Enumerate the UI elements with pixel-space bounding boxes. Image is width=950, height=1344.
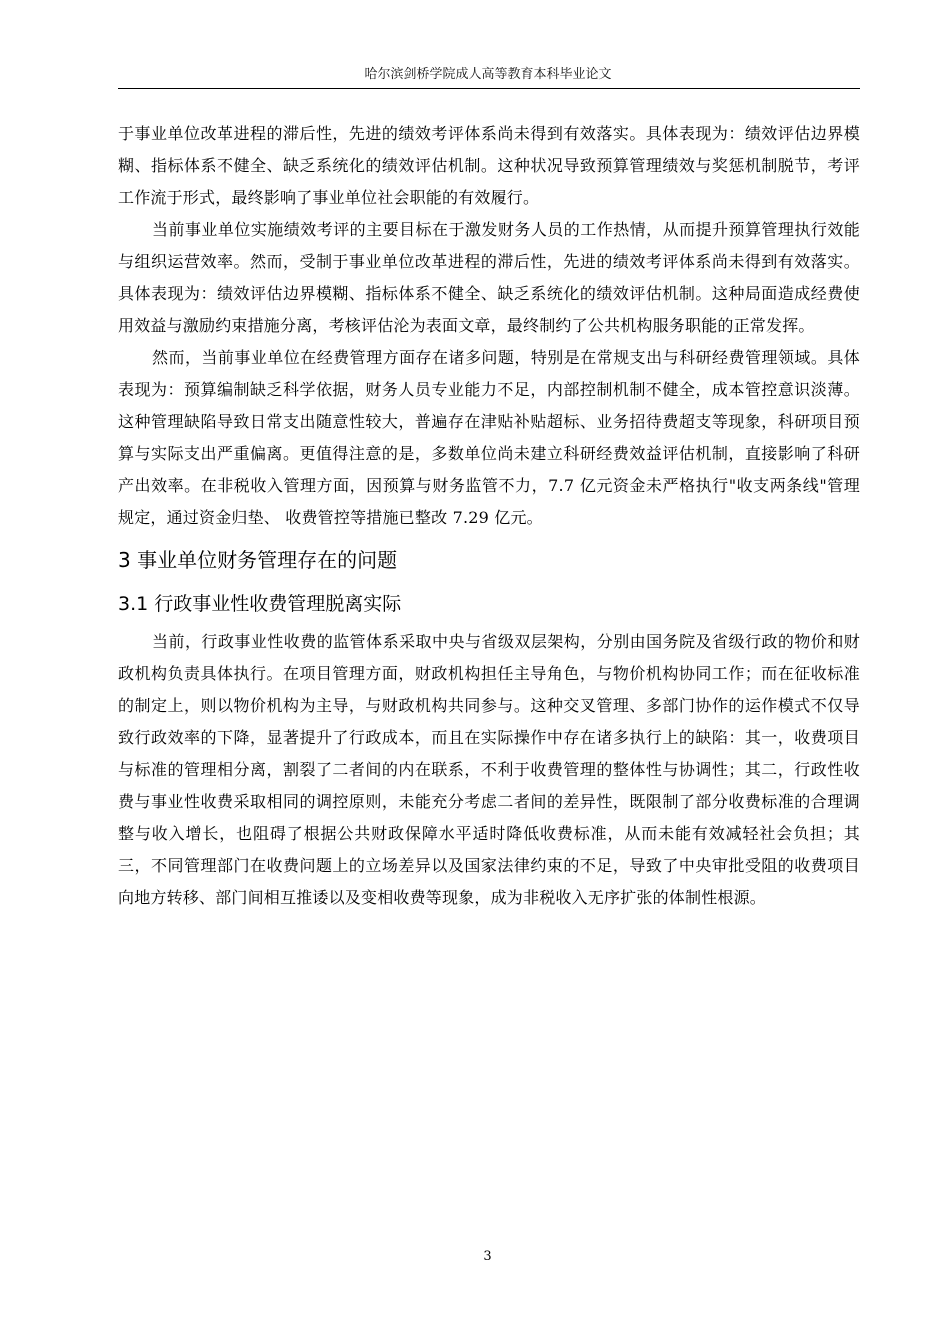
page-body — [118, 118, 860, 914]
page-number: 3 — [483, 1249, 492, 1264]
section-heading-3-1: 3.1 行政事业性收费管理脱离实际 — [118, 593, 402, 615]
section-heading-3: 3 事业单位财务管理存在的问题 — [118, 548, 398, 572]
header-divider — [118, 88, 860, 89]
paragraph-funding-management: 然而，当前事业单位在经费管理方面存在诸多问题，特别是在常规支出与科研经费管理领域。具体表现为：预算编制缺乏科学依据，财务人员专业能力不足，内部控制机制不健全，成本管控意识淡薄。这种管理缺陷导致日常支出随意性较大，普遍存在津贴补贴超标、业务招待费超支等现象，科研项目预算与实际支出严重偏离。更值得注意的是，多数单位尚未建立科研经费效益评估机制，直接影响了科研产出效率。在非税收入管理方面，因预算与财务监管不力，7.7 亿元资金未严格执行"收支两条线"管理规定，通过资金归垫、 收费管控等措施已整改 7.29 亿元。 — [118, 348, 860, 527]
paragraph-performance-evaluation: 当前事业单位实施绩效考评的主要目标在于激发财务人员的工作热情，从而提升预算管理执行效能与组织运营效率。然而，受制于事业单位改革进程的滞后性，先进的绩效考评体系尚未得到有效落实。具体表现为：绩效评估边界模糊、指标体系不健全、缺乏系统化的绩效评估机制。这种局面造成经费使用效益与激励约束措施分离，考核评估沦为表面文章，最终制约了公共机构服务职能的正常发挥。 — [118, 220, 860, 335]
page-header: 哈尔滨剑桥学院成人高等教育本科毕业论文 — [364, 67, 612, 82]
paragraph-continuation: 于事业单位改革进程的滞后性，先进的绩效考评体系尚未得到有效落实。具体表现为：绩效评估边界模糊、指标体系不健全、缺乏系统化的绩效评估机制。这种状况导致预算管理绩效与奖惩机制脱节，考评工作流于形式，最终影响了事业单位社会职能的有效履行。 — [118, 124, 860, 207]
paragraph-fee-management: 当前，行政事业性收费的监管体系采取中央与省级双层架构，分别由国务院及省级行政的物价和财政机构负责具体执行。在项目管理方面，财政机构担任主导角色，与物价机构协同工作；而在征收标准的制定上，则以物价机构为主导，与财政机构共同参与。这种交叉管理、多部门协作的运作模式不仅导致行政效率的下降，显著提升了行政成本，而且在实际操作中存在诸多执行上的缺陷：其一，收费项目与标准的管理相分离，割裂了二者间的内在联系，不利于收费管理的整体性与协调性；其二，行政性收费与事业性收费采取相同的调控原则，未能充分考虑二者间的差异性，既限制了部分收费标准的合理调整与收入增长，也阻碍了根据公共财政保障水平适时降低收费标准，从而未能有效减轻社会负担；其三，不同管理部门在收费问题上的立场差异以及国家法律约束的不足，导致了中央审批受阻的收费项目向地方转移、部门间相互推诿以及变相收费等现象，成为非税收入无序扩张的体制性根源。 — [118, 632, 860, 907]
